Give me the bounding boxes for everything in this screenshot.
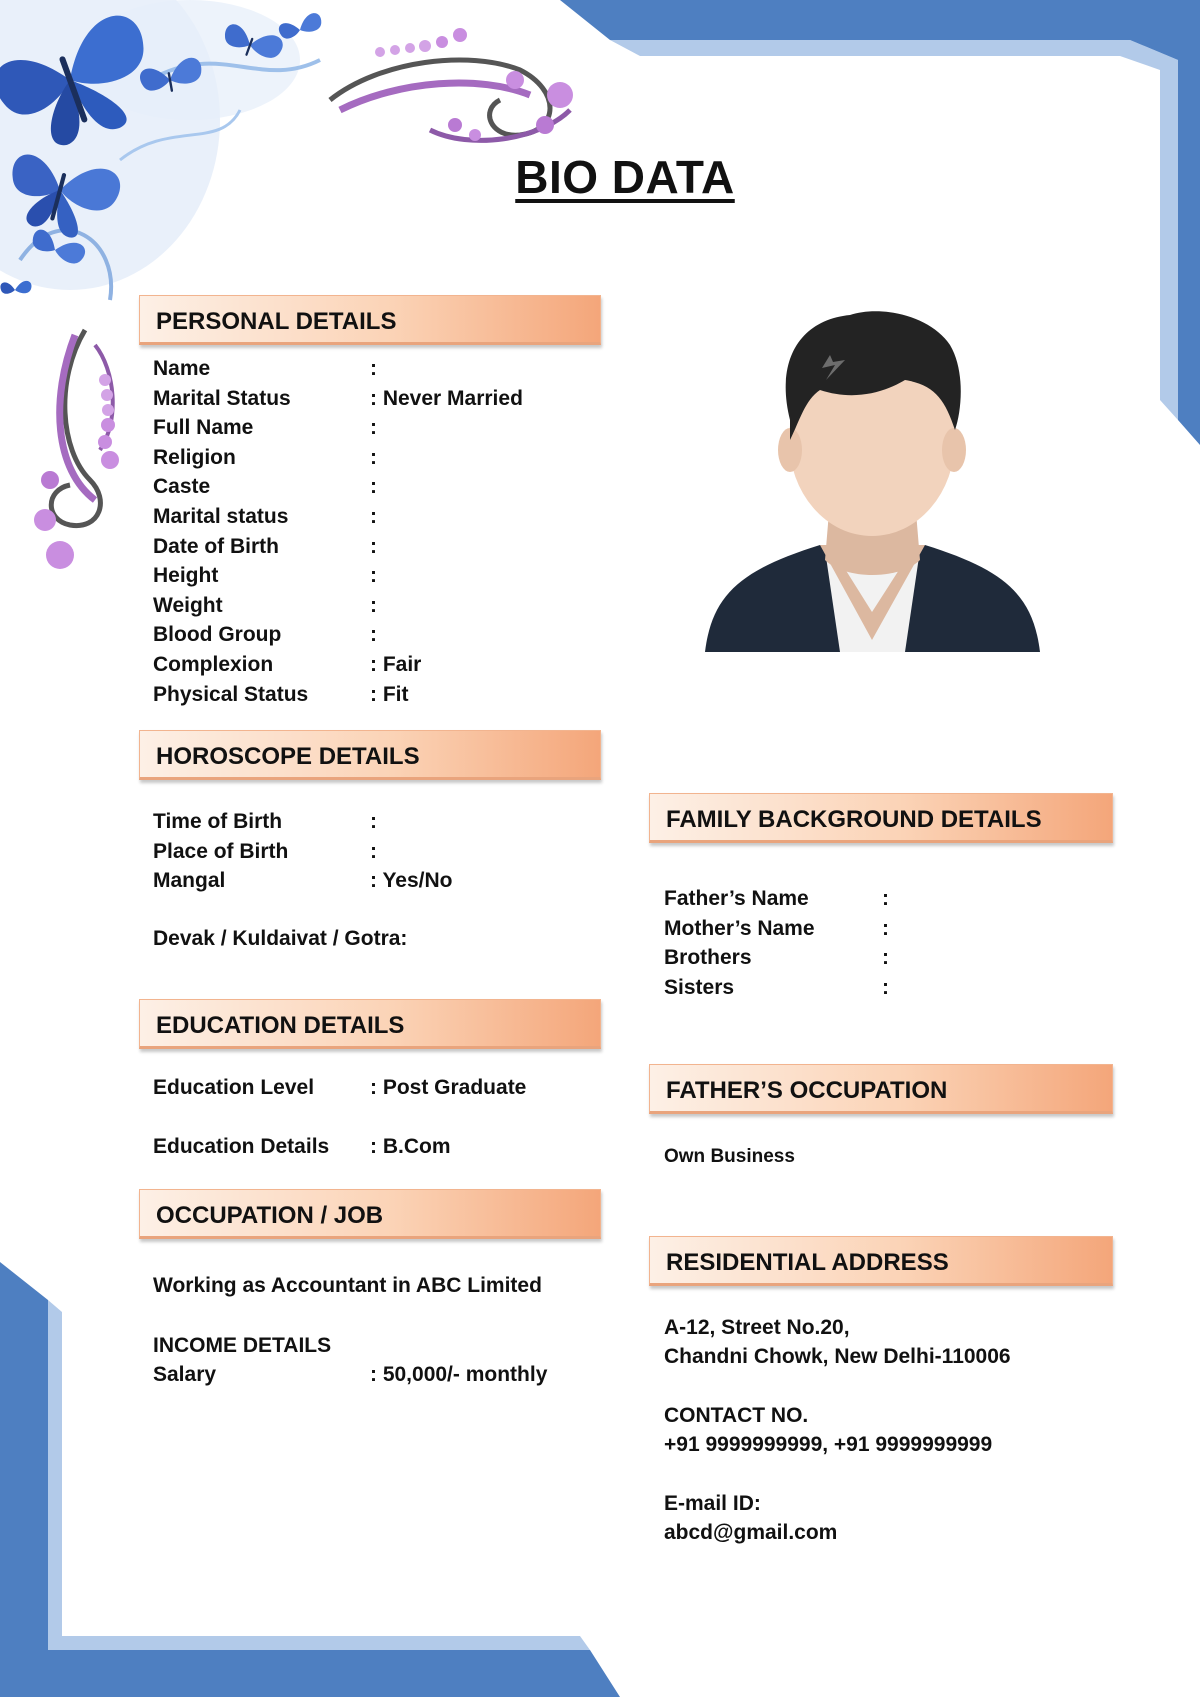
profile-avatar [705,311,1040,652]
fathers-occupation-heading: FATHER’S OCCUPATION [649,1064,1113,1114]
occupation-heading: OCCUPATION / JOB [139,1189,601,1239]
contact-heading: CONTACT NO. [664,1404,809,1427]
personal-details-list [153,354,593,709]
residential-address-heading: RESIDENTIAL ADDRESS [649,1236,1113,1286]
bottom-left-frame [0,1262,620,1697]
education-details-heading: EDUCATION DETAILS [139,999,601,1049]
email-value: abcd@gmail.com [664,1521,838,1544]
list-item: Physical Status : Fit [153,682,409,706]
list-item: Brothers : [664,946,889,970]
butterfly-icon [277,12,324,41]
education-level-label: Education Level [153,1076,315,1099]
list-item: Blood Group : [153,623,377,647]
income-details-heading: INCOME DETAILS [153,1334,332,1357]
personal-details-heading: PERSONAL DETAILS [139,295,601,345]
education-details-value: : B.Com [370,1135,451,1158]
salary-value: : 50,000/- monthly [370,1363,548,1386]
list-item: Mangal : Yes/No [153,869,453,893]
list-item: Religion : [153,445,377,469]
list-item: Sisters : [664,975,889,999]
list-item: Mother’s Name : [664,916,889,940]
fathers-occupation-text: Own Business [664,1146,795,1167]
list-item: Caste : [153,475,377,499]
salary-label: Salary [153,1363,217,1386]
list-item: Marital status : [153,504,377,528]
horoscope-details-list [153,807,593,896]
list-item: Full Name : [153,416,377,440]
list-item: Name : [153,357,377,380]
address-line-2: Chandni Chowk, New Delhi-110006 [664,1345,1011,1368]
swirl-ornament-top [330,28,573,141]
list-item: Time of Birth : [153,810,377,833]
family-details-list [664,884,1104,1002]
page-title: BIO DATA [515,151,735,203]
list-item: Father’s Name : [664,887,889,910]
address-line-1: A-12, Street No.20, [664,1316,850,1339]
horoscope-details-heading: HOROSCOPE DETAILS [139,730,601,780]
butterfly-icon [0,281,31,294]
education-level-value: : Post Graduate [370,1076,527,1099]
gotra-label: Devak / Kuldaivat / Gotra: [153,927,408,950]
list-item: Complexion : Fair [153,652,422,676]
family-background-heading: FAMILY BACKGROUND DETAILS [649,793,1113,843]
list-item: Marital Status : Never Married [153,386,523,410]
email-heading: E-mail ID: [664,1492,761,1515]
list-item: Weight : [153,593,377,617]
education-details-label: Education Details [153,1135,330,1158]
contact-value: +91 9999999999, +91 9999999999 [664,1433,993,1456]
swirl-ornament-left [34,330,119,569]
list-item: Date of Birth : [153,534,377,558]
list-item: Place of Birth : [153,839,377,863]
list-item: Height : [153,564,377,588]
occupation-text: Working as Accountant in ABC Limited [153,1274,542,1297]
